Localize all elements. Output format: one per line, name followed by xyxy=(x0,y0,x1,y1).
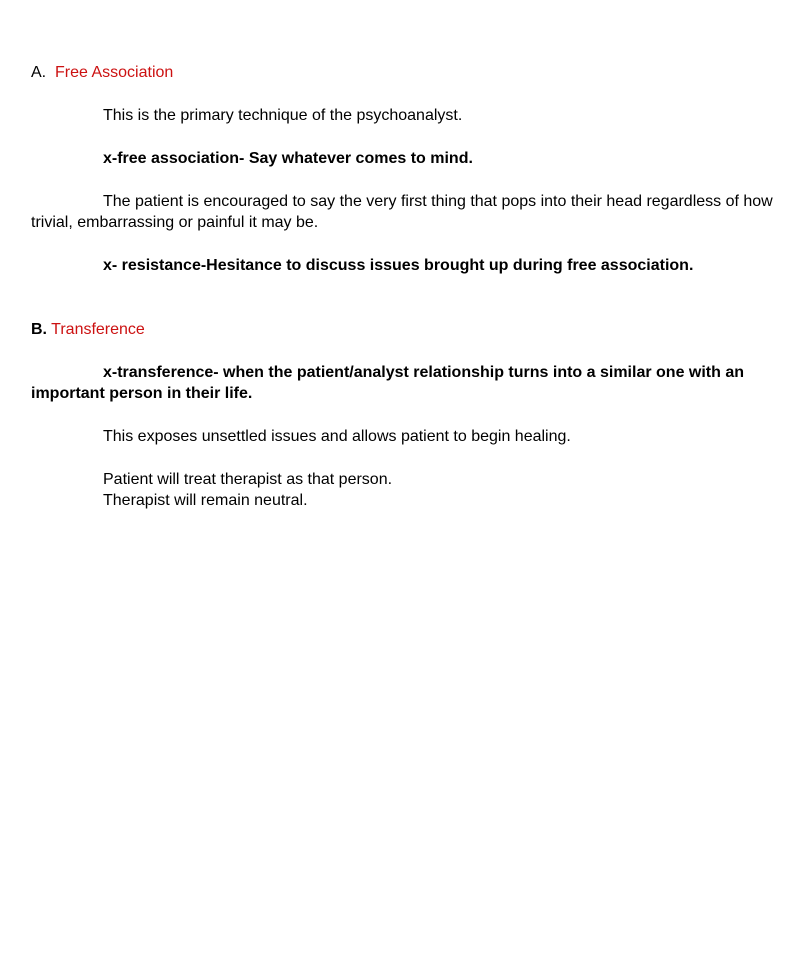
free-association-description: The patient is encouraged to say the very first thing that pops into their head regardless of how trivial, embarrassing or painful it may be. xyxy=(31,193,773,231)
section-a-intro: This is the primary technique of the psychoanalyst. xyxy=(103,107,463,124)
document-page xyxy=(31,62,776,511)
section-a-heading xyxy=(31,62,776,83)
transference-effect: This exposes unsettled issues and allows patient to begin healing. xyxy=(103,428,571,445)
free-association-definition: x-free association- Say whatever comes to mind. xyxy=(103,150,473,167)
section-b-heading xyxy=(31,319,776,340)
transference-note-1: Patient will treat therapist as that person. xyxy=(103,471,393,488)
section-a-title: Free Association xyxy=(55,64,174,81)
transference-definition: x-transference- when the patient/analyst relationship turns into a similar one with an important person in their life. xyxy=(31,364,745,402)
section-a-letter: A. xyxy=(31,64,47,81)
resistance-definition: x- resistance-Hesitance to discuss issues brought up during free association. xyxy=(103,257,694,274)
transference-note-2: Therapist will remain neutral. xyxy=(103,492,308,509)
section-b-title: Transference xyxy=(51,321,145,338)
section-b-letter: B. xyxy=(31,321,47,338)
